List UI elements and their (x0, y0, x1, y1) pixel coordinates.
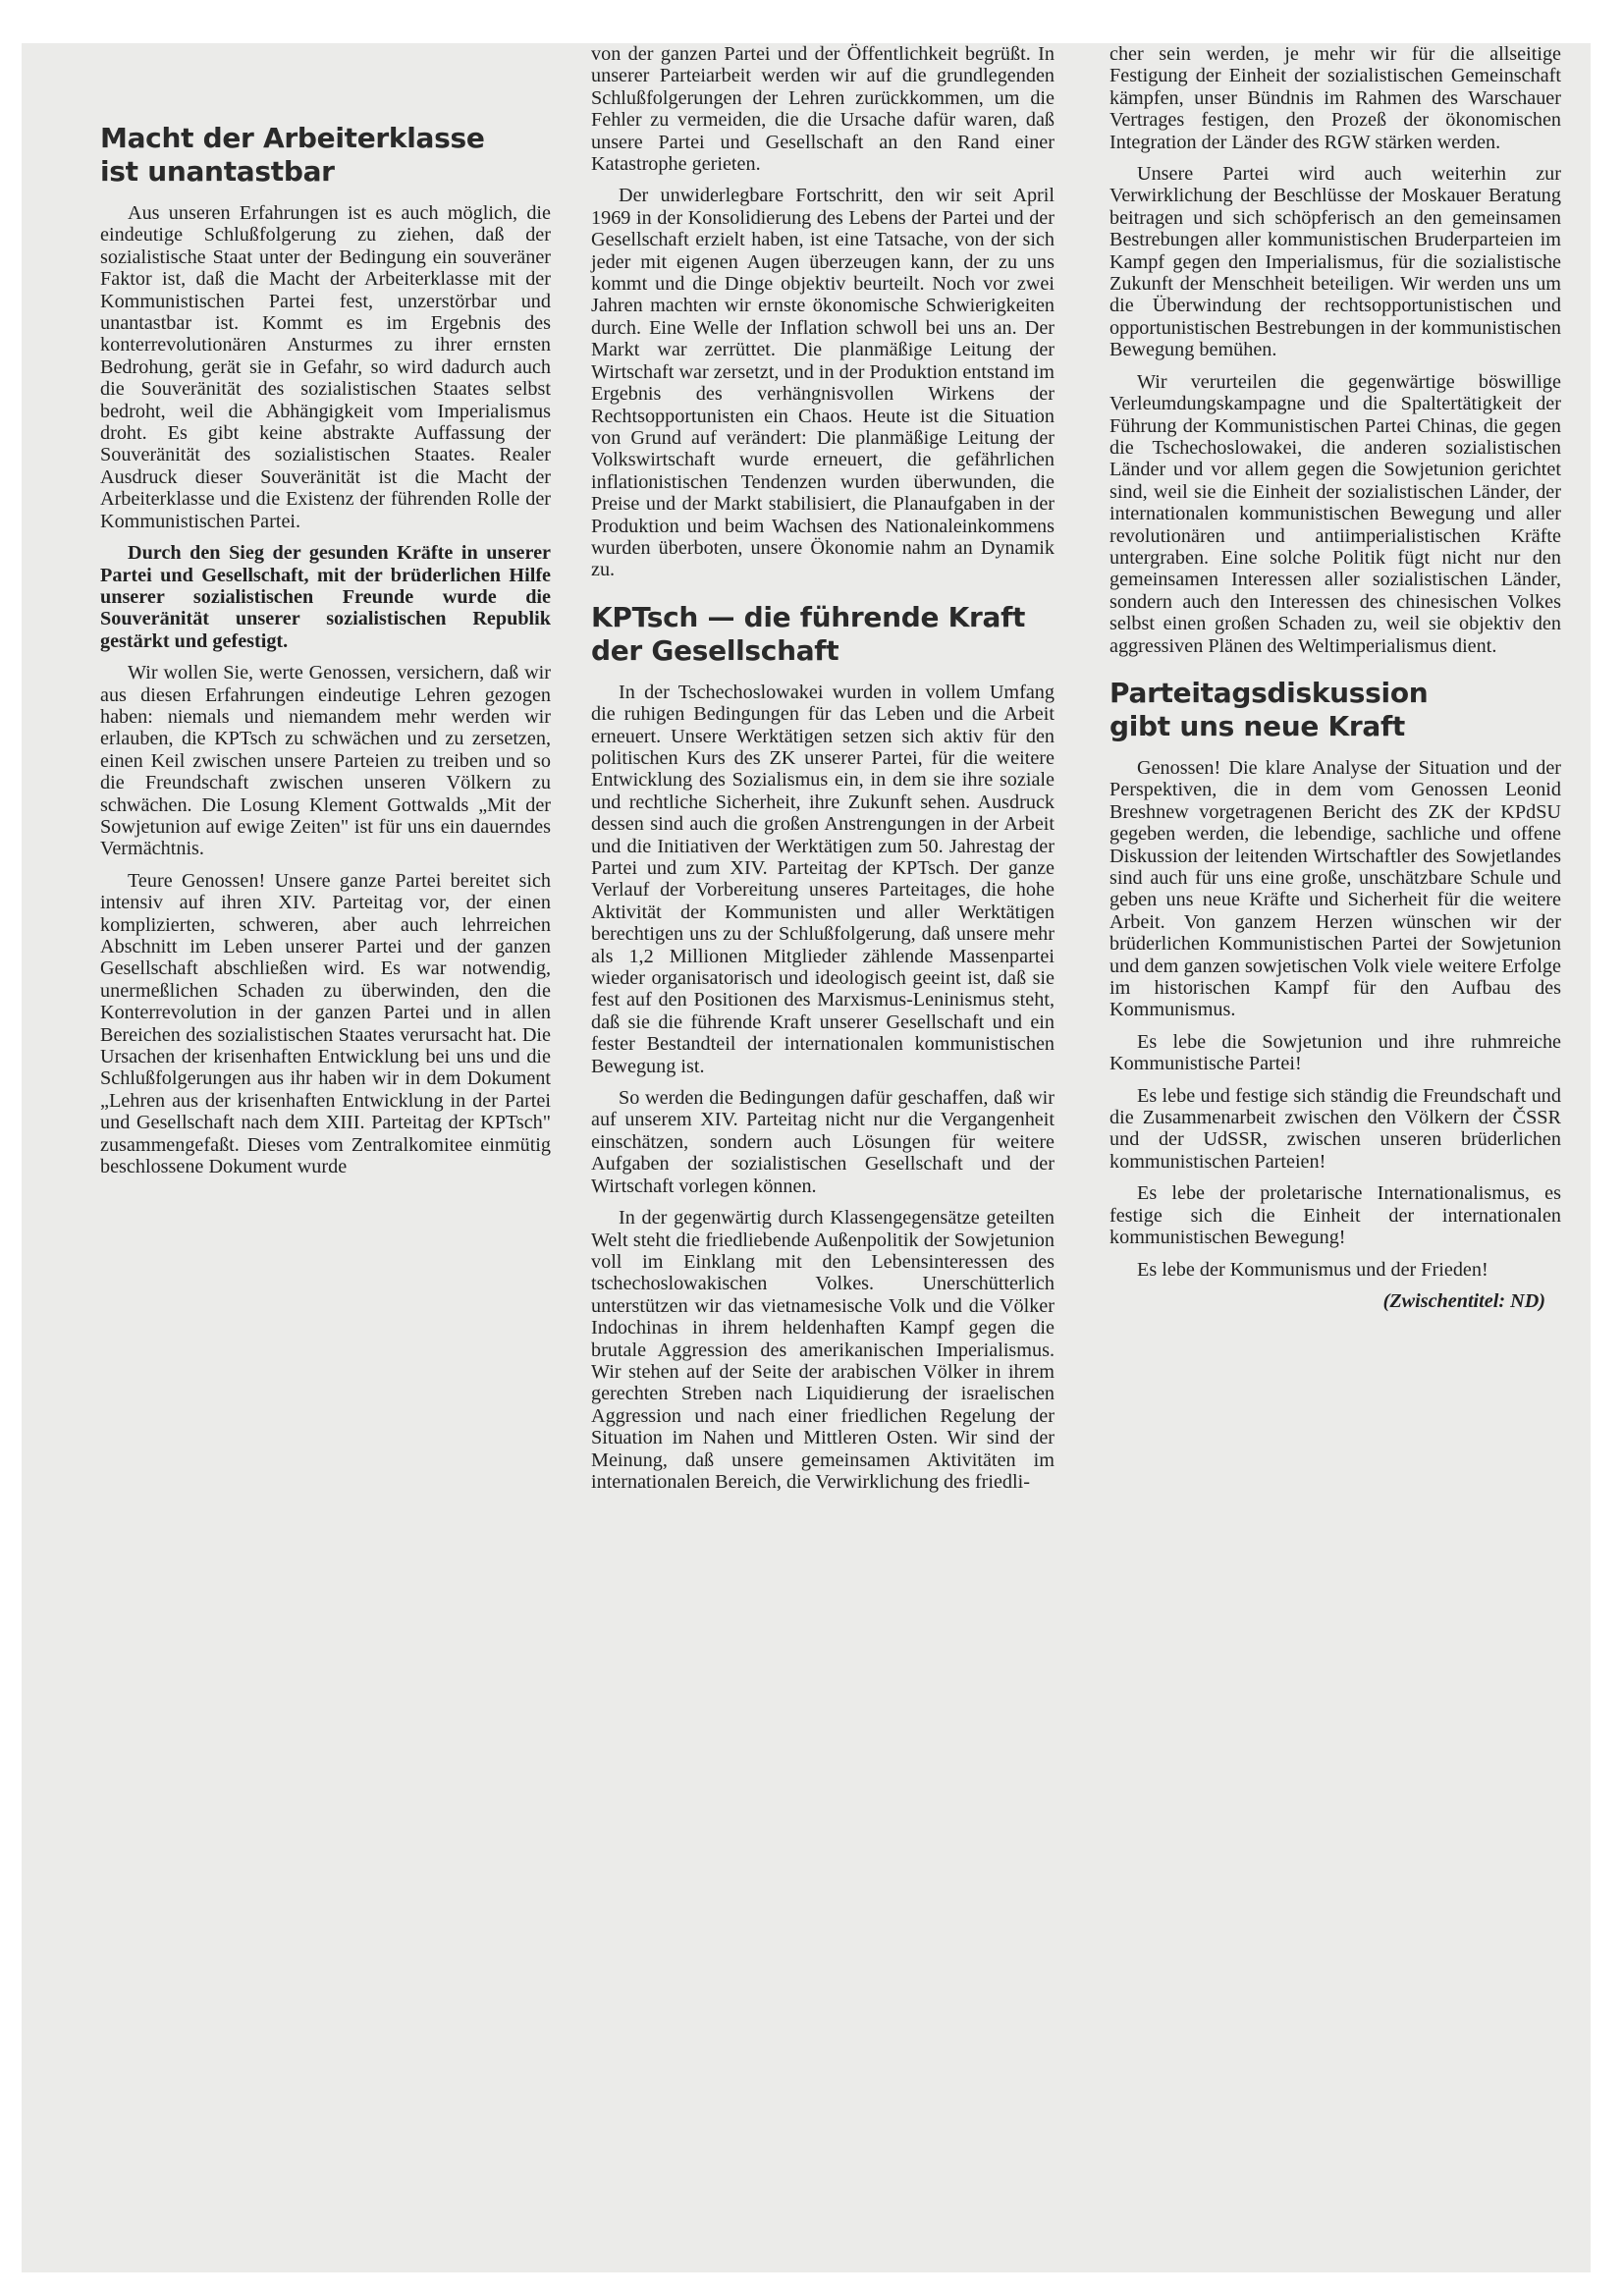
paragraph: In der gegenwärtig durch Klassengegensätze geteilten Welt steht die friedliebende Außenpolitik der Sowjetunion voll im Einklang mit den Lebensinteressen des tschechoslowakischen Volkes. Unerschütterlich unterstützen wir das vietnamesische Volk und die Völker Indochinas in ihrem heldenhaften Kampf gegen die brutale Aggression des amerikanischen Imperialismus. Wir stehen auf der Seite der arabischen Völker in ihrem gerechten Streben nach Liquidierung der israelischen Aggression und nach einer friedlichen Regelung der Situation im Nahen und Mittleren Osten. Wir sind der Meinung, daß unsere gemeinsamen Aktivitäten im internationalen Bereich, die Verwirklichung des friedli- (591, 1207, 1055, 1493)
headline-line: KPTsch — die führende Kraft (591, 600, 1026, 633)
byline: (Zwischentitel: ND) (1382, 1289, 1545, 1312)
column-2 (591, 43, 1055, 1493)
paragraph: Wir verurteilen die gegenwärtige böswillige Verleumdungskampagne und die Spaltertätigkeit der Führung der Kommunistischen Partei Chinas, die gegen die Tschechoslowakei, die anderen sozialistischen Länder und vor allem gegen die Sowjetunion gerichtet sind, weil sie die Einheit der sozialistischen Länder, der internationalen kommunistischen Bewegung und aller revolutionären und antiimperialistischen Kräfte untergraben. Eine solche Politik fügt nicht nur den gemeinsamen Interessen aller sozialistischen Länder, sondern auch den Interessen des chinesischen Volkes selbst einen großen Schaden zu, weil sie objektiv den aggressiven Plänen des Weltimperialismus dient. (1109, 370, 1561, 657)
newspaper-clipping (22, 43, 1591, 2272)
headline-party-congress-discussion (1109, 677, 1561, 743)
column-3 (1109, 43, 1561, 1312)
paragraph: Der unwiderlegbare Fortschritt, den wir seit April 1969 in der Konsolidierung des Lebens der Partei und der Gesellschaft erzielt haben, ist eine Tatsache, von der sich jeder mit eigenen Augen überzeugen kann, der zu uns kommt und die Dinge objektiv beurteilt. Noch vor zwei Jahren machten wir ernste ökonomische Schwierigkeiten durch. Eine Welle der Inflation schwoll bei uns an. Der Markt war zerrüttet. Die planmäßige Leitung der Wirtschaft war zersetzt, und in der Produktion entstand im Ergebnis des verhängnisvollen Wirkens der Rechtsopportunisten ein Chaos. Heute ist die Situation von Grund auf verändert: Die planmäßige Leitung der Volkswirtschaft wurde erneuert, die gefährlichen inflationistischen Tendenzen wurden überwunden, die Preise und der Markt stabilisiert, die Planaufgaben in der Produktion und beim Wachsen des Nationaleinkommens wurden überboten, unsere Ökonomie nahm an Dynamik zu. (591, 185, 1055, 581)
paragraph: Genossen! Die klare Analyse der Situation und der Perspektiven, die in dem vom Genossen Leonid Breshnew vorgetragenen Bericht des ZK der KPdSU gegeben werden, die lebendige, sachliche und offene Diskussion der leitenden Wirtschaftler des Sowjetlandes sind auch für uns eine große, unschätzbare Schule und geben uns neue Kräfte und Sicherheit für die weitere Arbeit. Von ganzem Herzen wünschen wir der brüderlichen Kommunistischen Partei der Sowjetunion und dem ganzen sowjetischen Volk viele weitere Erfolge im historischen Kampf für den Aufbau des Kommunismus. (1109, 756, 1561, 1021)
paragraph: Es lebe der Kommunismus und der Frieden! (1137, 1258, 1488, 1281)
headline-kptsch-leading-force (591, 601, 1055, 668)
paragraph: Unsere Partei wird auch weiterhin zur Verwirklichung der Beschlüsse der Moskauer Beratung beitragen und sich schöpferisch an den gemeinsamen Bestrebungen aller kommunistischen Bruderparteien im Kampf gegen den Imperialismus, für die sozialistische Zukunft der Menschheit beteiligen. Wir werden uns um die Überwindung der rechtsopportunistischen und opportunistischen Bestrebungen in der kommunistischen Bewegung bemühen. (1109, 163, 1561, 361)
headline-line: ist unantastbar (100, 155, 335, 188)
paragraph: Durch den Sieg der gesunden Kräfte in unserer Partei und Gesellschaft, mit der brüderlichen Hilfe unserer sozialistischen Freunde wurde die Souveränität unserer sozialistischen Republik gestärkt und gefestigt. (100, 542, 551, 652)
paragraph: von der ganzen Partei und der Öffentlichkeit begrüßt. In unserer Parteiarbeit werden wir auf die grundlegenden Schlußfolgerungen der Lehren zurückkommen, um die Fehler zu vermeiden, die die Ursache dafür waren, daß unsere Partei und Gesellschaft an den Rand einer Katastrophe gerieten. (591, 43, 1055, 176)
paragraph: Aus unseren Erfahrungen ist es auch möglich, die eindeutige Schlußfolgerung zu ziehen, daß der sozialistische Staat unter der Bedingung ein souveräner Faktor ist, daß die Macht der Arbeiterklasse mit der Kommunistischen Partei fest, unzerstörbar und unantastbar ist. Kommt es im Ergebnis des konterrevolutionären Ansturmes zu ihrer ernsten Bedrohung, gerät sie in Gefahr, so wird dadurch auch die Souveränität des sozialistischen Staates selbst bedroht, weil die Abhängigkeit vom Imperialismus droht. Es gibt keine abstrakte Auffassung der Souveränität des sozialistischen Staates. Realer Ausdruck dieser Souveränität ist die Macht der Arbeiterklasse und die Existenz der führenden Rolle der Kommunistischen Partei. (100, 202, 551, 532)
paragraph: Teure Genossen! Unsere ganze Partei bereitet sich intensiv auf ihren XIV. Parteitag vor, der einen komplizierten, schweren, aber auch lehrreichen Abschnitt im Leben unserer Partei und der ganzen Gesellschaft abschließen wird. Es war notwendig, unermeßlichen Schaden zu überwinden, den die Konterrevolution in der ganzen Partei und in allen Bereichen des sozialistischen Staates verursacht hat. Die Ursachen der krisenhaften Entwicklung bei uns und die Schlußfolgerungen aus ihr haben wir in dem Dokument „Lehren aus der krisenhaften Entwicklung in der Partei und Gesellschaft nach dem XIII. Parteitag der KPTsch" zusammengefaßt. Dieses vom Zentralkomitee einmütig beschlossene Dokument wurde (100, 869, 551, 1178)
paragraph: Es lebe die Sowjetunion und ihre ruhmreiche Kommunistische Partei! (1109, 1030, 1561, 1075)
paragraph: So werden die Bedingungen dafür geschaffen, daß wir auf unserem XIV. Parteitag nicht nur die Vergangenheit einschätzen, sondern auch Lösungen für weitere Aufgaben der sozialistischen Gesellschaft und der Wirtschaft vorlegen können. (591, 1087, 1055, 1197)
paragraph: Es lebe und festige sich ständig die Freundschaft und die Zusammenarbeit zwischen den Völkern der ČSSR und der UdSSR, zwischen unseren brüderlichen kommunistischen Parteien! (1109, 1084, 1561, 1173)
column-1 (100, 43, 551, 1177)
headline-line: der Gesellschaft (591, 633, 839, 667)
headline-line: Parteitagsdiskussion (1109, 676, 1429, 709)
headline-line: gibt uns neue Kraft (1109, 709, 1405, 742)
headline-line: Macht der Arbeiterklasse (100, 122, 485, 154)
paragraph: Wir wollen Sie, werte Genossen, versichern, daß wir aus diesen Erfahrungen eindeutige Lehren gezogen haben: niemals und niemandem mehr werden wir erlauben, die KPTsch zu schwächen und zu zersetzen, einen Keil zwischen unsere Parteien zu treiben und so die Freundschaft zwischen unseren Völkern zu schwächen. Die Losung Klement Gottwalds „Mit der Sowjetunion auf ewige Zeiten" ist für uns ein dauerndes Vermächtnis. (100, 662, 551, 860)
headline-power-of-working-class (100, 122, 551, 189)
paragraph: Es lebe der proletarische Internationalismus, es festige sich die Einheit der internationalen kommunistischen Bewegung! (1109, 1182, 1561, 1249)
paragraph: In der Tschechoslowakei wurden in vollem Umfang die ruhigen Bedingungen für das Leben und die Arbeit erneuert. Unsere Werktätigen setzen sich aktiv für den politischen Kurs des ZK unserer Partei, für die weitere Entwicklung des Sozialismus ein, in dem sie ihre soziale und rechtliche Sicherheit, ihre Zukunft sehen. Ausdruck dessen sind auch die großen Anstrengungen in der Arbeit und die Initiativen der Werktätigen zum 50. Jahrestag der Partei und zum XIV. Parteitag der KPTsch. Der ganze Verlauf der Vorbereitung unseres Parteitages, die hohe Aktivität der Kommunisten und aller Werktätigen berechtigen uns zu der Schlußfolgerung, daß unsere mehr als 1,2 Millionen Mitglieder zählende Massenpartei wieder organisatorisch und ideologisch geeint ist, daß sie fest auf den Positionen des Marxismus-Leninismus steht, daß sie die führende Kraft unserer Gesellschaft und ein fester Bestandteil der internationalen kommunistischen Bewegung ist. (591, 681, 1055, 1077)
paragraph: cher sein werden, je mehr wir für die allseitige Festigung der Einheit der sozialistischen Gemeinschaft kämpfen, unser Bündnis im Rahmen des Warschauer Vertrages festigen, den Prozeß der ökonomischen Integration der Länder des RGW stärken werden. (1109, 43, 1561, 153)
